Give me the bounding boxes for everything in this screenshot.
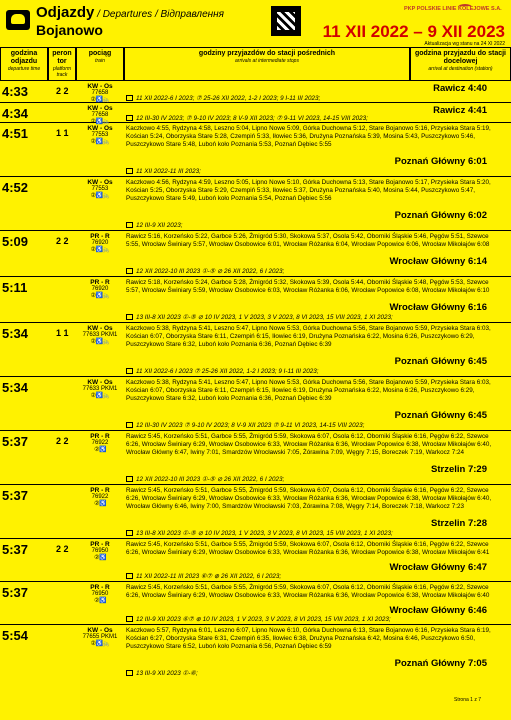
intermediate-stops: Kaczkowo 4:56, Rydzyna 4:59, Leszno 5:05, Lipno Nowe 5:10, Górka Duchowna 5:13, Stare Bojanowo 5:17, Przysieka Stara 5:20, Kościan 5:25, Oborzyska Stare 5:29, Czempiń 5:33, Iłowiec 5:37, Drużyna Poznańska 5:40, Mosina 5:44, Puszczykowo 5:47, Puszczykowo Stare 5:49, Luboń koło Poznania 5:54, Poznań Dębiec 5:56 bbox=[126, 179, 491, 202]
train-amenity-icons: ②♿🚲 bbox=[90, 119, 110, 125]
row-notes-text: 13 III-9 XII 2023 ①-⑥; bbox=[136, 670, 198, 677]
track-number: 1 1 bbox=[56, 128, 69, 138]
departure-row[interactable] bbox=[0, 177, 511, 231]
departure-row[interactable] bbox=[0, 582, 511, 625]
train-info bbox=[78, 541, 122, 562]
station-name: Bojanowo bbox=[36, 22, 103, 38]
train-amenity-icons: ②♿ bbox=[94, 447, 106, 453]
page-number: Strona 1 z 7 bbox=[454, 697, 481, 703]
track-number: 2 2 bbox=[56, 544, 69, 554]
train-category: KW - Os bbox=[87, 379, 113, 386]
validity-period: 11 XII 2022 – 9 XII 2023 bbox=[322, 22, 505, 41]
train-category: KW - Os bbox=[87, 125, 113, 132]
train-info bbox=[78, 627, 122, 648]
train-info bbox=[78, 279, 122, 300]
departure-row[interactable] bbox=[0, 539, 511, 582]
calendar-icon bbox=[126, 530, 133, 536]
train-info bbox=[78, 125, 122, 146]
column-track-label-en: platform track bbox=[52, 66, 72, 78]
departure-row[interactable] bbox=[0, 485, 511, 539]
track-number: 2 2 bbox=[56, 436, 69, 446]
page-title bbox=[36, 4, 224, 21]
train-category: KW - Os bbox=[87, 325, 113, 332]
brand-name: PKP POLSKIE LINIE KOLEJOWE S.A. bbox=[404, 6, 502, 12]
departure-time: 5:37 bbox=[2, 542, 29, 557]
destination: Strzelin 7:28 bbox=[431, 518, 487, 529]
destination: Poznań Główny 6:45 bbox=[394, 410, 487, 421]
intermediate-stops: Kaczkowo 4:55, Rydzyna 4:58, Leszno 5:04, Lipno Nowe 5:09, Górka Duchowna 5:12, Stare Bojanowo 5:16, Przysieka Stara 5:19, Kościan 5:24, Oborzyska Stare 5:28, Czempiń 5:33, Iłowiec 5:36, Drużyna Poznańska 5:39, Mosina 5:43, Puszczykowo 5:46, Puszczykowo Stare 5:48, Luboń koło Poznania 5:53, Poznań Dębiec 5:55 bbox=[126, 125, 491, 148]
train-amenity-icons: ②♿🚲 bbox=[90, 247, 110, 253]
calendar-icon bbox=[126, 314, 133, 320]
track-number: 2 2 bbox=[56, 236, 69, 246]
calendar-icon bbox=[126, 616, 133, 622]
train-category: KW - Os bbox=[87, 105, 113, 112]
intermediate-stops: Rawicz 5:16, Korzeńsko 5:22, Garbce 5:26, Żmigród 5:30, Skokowa 5:37, Osola 5:42, Oborniki Śląskie 5:46, Pęgów 5:51, Szewce 5:55, Wrocław Świniary 5:57, Wrocław Osobowice 6:01, Wrocław Różanka 6:04, Wrocław Popowice 6:06, Wrocław Mikołajów 6:08 bbox=[126, 233, 490, 248]
row-notes bbox=[126, 573, 281, 580]
train-icon bbox=[6, 10, 30, 30]
column-header-train bbox=[76, 47, 124, 81]
departure-time: 4:33 bbox=[2, 84, 29, 99]
column-time-label-en: departure time bbox=[7, 66, 41, 72]
departure-time: 5:11 bbox=[2, 280, 28, 295]
destination: Poznań Główny 6:01 bbox=[394, 156, 487, 167]
train-category: PR - R bbox=[90, 433, 110, 440]
train-amenity-icons: ②♿🚲 bbox=[90, 293, 110, 299]
row-notes bbox=[126, 476, 284, 483]
row-notes-text: 11 XII 2022-11 III 2023; bbox=[136, 168, 201, 175]
row-notes-text: 11 XII 2022-6 I 2023; ⑦ 25-26 XII 2022, 1-2 I 2023; 9 I-11 III 2023; bbox=[136, 95, 321, 102]
train-number: 77553 bbox=[91, 186, 109, 192]
departure-time: 5:37 bbox=[2, 488, 29, 503]
intermediate-stops: Kaczkowo 5:38, Rydzyna 5:41, Leszno 5:47, Lipno Nowe 5:53, Górka Duchowna 5:56, Stare Bojanowo 5:59, Przysieka Stara 6:03, Kościan 6:07, Oborzyska Stare 6:11, Czempiń 6:15, Iłowiec 6:19, Drużyna Poznańska 6:22, Mosina 6:26, Puszczykowo 6:29, Puszczykowo Stare 6:32, Luboń koło Poznania 6:36, Poznań Dębiec 6:39 bbox=[126, 325, 491, 348]
column-train-label-en: train bbox=[95, 58, 105, 64]
departure-row[interactable] bbox=[0, 123, 511, 177]
train-number: 77633 PKM1 bbox=[82, 332, 118, 338]
train-info bbox=[78, 325, 122, 346]
column-dest-label: godzina przyjazdu do stacji docelowej bbox=[414, 50, 506, 65]
row-notes bbox=[126, 168, 201, 175]
row-notes-text: 11 XII 2022-6 I 2023 ⑦ 25-26 XII 2022, 1-2 I 2023; 9 I-11 III 2023; bbox=[136, 368, 319, 375]
calendar-icon bbox=[126, 368, 133, 374]
train-category: PR - R bbox=[90, 279, 110, 286]
calendar-icon bbox=[126, 115, 133, 121]
departure-row[interactable] bbox=[0, 625, 511, 680]
departure-time: 4:51 bbox=[2, 126, 29, 141]
calendar-icon bbox=[126, 168, 133, 174]
row-notes bbox=[126, 670, 198, 677]
train-category: PR - R bbox=[90, 487, 110, 494]
train-amenity-icons: ②♿ bbox=[94, 555, 106, 561]
column-header-time bbox=[0, 47, 48, 81]
column-header-track bbox=[48, 47, 76, 81]
row-notes-text: 12 III-30 IV 2023; ⑦ 9-10 IV 2023; 8 V-9 XII 2023; ⑦ 9-11 VI 2023, 14-15 VIII 2023; bbox=[136, 115, 368, 122]
train-category: PR - R bbox=[90, 233, 110, 240]
train-amenity-icons: ②♿ bbox=[94, 501, 106, 507]
train-info bbox=[78, 584, 122, 605]
departure-row[interactable] bbox=[0, 277, 511, 323]
row-notes-text: 12 III-9 XII 2023; bbox=[136, 222, 183, 229]
train-category: PR - R bbox=[90, 584, 110, 591]
train-info bbox=[78, 179, 122, 200]
destination: Strzelin 7:29 bbox=[431, 464, 487, 475]
intermediate-stops: Rawicz 5:45, Korzeńsko 5:51, Garbce 5:55, Żmigród 5:59, Skokowa 6:07, Osola 6:12, Oborniki Śląskie 6:16, Pęgów 6:22, Szewce 6:26, Wrocław Świniary 6:29, Wrocław Osobowice 6:33, Wrocław Różanka 6:36, Wrocław Popowice 6:38, Wrocław Mikołajów 6:40, Wrocław Główny 6:46, Iwiny 7:00, Smardzów Wrocławski 7:03, Żórawina 7:08, Węgry 7:14, Boreczek 7:18, Warkocz 7:23 bbox=[126, 487, 492, 510]
departure-time: 4:52 bbox=[2, 180, 29, 195]
departure-row[interactable] bbox=[0, 81, 511, 103]
departure-row[interactable] bbox=[0, 377, 511, 431]
column-header-stops bbox=[124, 47, 410, 81]
train-amenity-icons: ②♿🚲 bbox=[90, 393, 110, 399]
train-number: 76920 bbox=[91, 286, 109, 292]
departure-time: 5:09 bbox=[2, 234, 29, 249]
destination: Poznań Główny 6:02 bbox=[394, 210, 487, 221]
train-info bbox=[78, 487, 122, 508]
departure-row[interactable] bbox=[0, 103, 511, 123]
departure-time: 5:54 bbox=[2, 628, 29, 643]
train-number: 76920 bbox=[91, 240, 109, 246]
train-number: 77553 bbox=[91, 132, 109, 138]
train-number: 77655 PKM1 bbox=[82, 634, 118, 640]
row-notes bbox=[126, 530, 393, 537]
row-notes bbox=[126, 268, 284, 275]
train-category: KW - Os bbox=[87, 627, 113, 634]
train-category: KW - Os bbox=[87, 179, 113, 186]
train-number: 76950 bbox=[91, 591, 109, 597]
intermediate-stops: Rawicz 5:45, Korzeńsko 5:51, Garbce 5:55, Żmigród 5:59, Skokowa 6:07, Osola 6:12, Oborniki Śląskie 6:16, Pęgów 6:22, Szewce 6:26, Wrocław Świniary 6:29, Wrocław Osobowice 6:33, Wrocław Różanka 6:36, Wrocław Popowice 6:38, Wrocław Mikołajów 6:41 bbox=[126, 541, 490, 556]
row-notes-text: 12 III-30 IV 2023 ⑦ 9-10 IV 2023; 8 V-9 XII 2023 ⑦ 9-11 VI 2023, 14-15 VIII 2023; bbox=[136, 422, 365, 429]
track-number: 2 2 bbox=[56, 86, 69, 96]
row-notes bbox=[126, 616, 391, 623]
title-main: Odjazdy bbox=[36, 4, 95, 21]
train-info bbox=[78, 233, 122, 254]
intermediate-stops: Kaczkowo 5:38, Rydzyna 5:41, Leszno 5:47, Lipno Nowe 5:53, Górka Duchowna 5:56, Stare Bojanowo 5:59, Przysieka Stara 6:03, Kościan 6:07, Oborzyska Stare 6:11, Czempiń 6:15, Iłowiec 6:19, Drużyna Poznańska 6:22, Mosina 6:26, Puszczykowo 6:29, Puszczykowo Stare 6:32, Luboń koło Poznania 6:36, Poznań Dębiec 6:39 bbox=[126, 379, 491, 402]
departure-time: 5:34 bbox=[2, 326, 29, 341]
row-notes-text: 11 XII 2022-11 III 2023 ⑥⑦ ⊕ 26 XII 2022, 6 I 2023; bbox=[136, 573, 282, 580]
train-amenity-icons: ②♿🚲 bbox=[90, 193, 110, 199]
departures-table bbox=[0, 81, 511, 680]
train-category: PR - R bbox=[90, 541, 110, 548]
row-notes bbox=[126, 314, 393, 321]
row-notes bbox=[126, 222, 183, 229]
train-info bbox=[78, 83, 122, 104]
intermediate-stops: Kaczkowo 5:57, Rydzyna 6:01, Leszno 6:07, Lipno Nowe 6:10, Górka Duchowna 6:13, Stare Bojanowo 6:16, Przysieka Stara 6:19, Kościan 6:27, Oborzyska Stare 6:31, Czempiń 6:35, Iłowiec 6:38, Drużyna Poznańska 6:42, Mosina 6:46, Puszczykowo 6:50, Puszczykowo Stare 6:52, Luboń koło Poznania 6:56, Poznań Dębiec 6:59 bbox=[126, 627, 491, 650]
title-subtitle: / Departures / Відправлення bbox=[94, 9, 224, 20]
train-number: 76950 bbox=[91, 548, 109, 554]
train-amenity-icons: ②♿🚲 bbox=[90, 339, 110, 345]
train-amenity-icons: ②♿🚲 bbox=[90, 97, 110, 103]
calendar-icon bbox=[126, 670, 133, 676]
calendar-icon bbox=[126, 573, 133, 579]
departure-time: 5:37 bbox=[2, 585, 29, 600]
row-notes bbox=[126, 95, 320, 102]
intermediate-stops: Rawicz 5:45, Korzeńsko 5:51, Garbce 5:55, Żmigród 5:59, Skokowa 6:07, Osola 6:12, Oborniki Śląskie 6:16, Pęgów 6:22, Szewce 6:26, Wrocław Świniary 6:29, Wrocław Osobowice 6:33, Wrocław Różanka 6:36, Wrocław Popowice 6:38, Wrocław Mikołajów 6:40, Wrocław Główny 6:47, Iwiny 7:01, Smardzów Wrocławski 7:05, Żórawina 7:09, Węgry 7:15, Boreczek 7:19, Warkocz 7:24 bbox=[126, 433, 492, 456]
train-info bbox=[78, 433, 122, 454]
train-number: 77633 PKM1 bbox=[82, 386, 118, 392]
row-notes bbox=[126, 368, 319, 375]
column-header-destination bbox=[410, 47, 511, 81]
train-amenity-icons: ②♿🚲 bbox=[90, 641, 110, 647]
column-stops-label-en: arrivals at intermediate stops bbox=[235, 58, 299, 64]
departure-row[interactable] bbox=[0, 431, 511, 485]
track-number: 1 1 bbox=[56, 328, 69, 338]
column-train-label: pociąg bbox=[88, 50, 112, 57]
qr-code-icon[interactable] bbox=[271, 6, 301, 36]
update-note: Aktualizacja wg stanu na 24 XI 2022 bbox=[424, 41, 505, 47]
departure-time: 5:37 bbox=[2, 434, 29, 449]
destination: Poznań Główny 6:45 bbox=[394, 356, 487, 367]
calendar-icon bbox=[126, 268, 133, 274]
departure-row[interactable] bbox=[0, 323, 511, 377]
intermediate-stops: Rawicz 5:45, Korzeńsko 5:51, Garbce 5:55, Żmigród 5:59, Skokowa 6:07, Osola 6:12, Oborniki Śląskie 6:16, Pęgów 6:22, Szewce 6:26, Wrocław Świniary 6:29, Wrocław Osobowice 6:33, Wrocław Różanka 6:36, Wrocław Popowice 6:38, Wrocław Mikołajów 6:40 bbox=[126, 584, 490, 599]
column-dest-label-en: arrival at destination (station) bbox=[428, 66, 493, 72]
train-info bbox=[78, 379, 122, 400]
destination: Rawicz 4:40 bbox=[433, 83, 487, 94]
column-time-label: godzina odjazdu bbox=[10, 50, 38, 65]
train-number: 77658 bbox=[91, 90, 109, 96]
row-notes-text: 12 XII 2022-10 III 2023 ①-⑤ ⊘ 26 XII 2022, 6 I 2023; bbox=[136, 268, 285, 275]
destination: Rawicz 4:41 bbox=[433, 105, 487, 116]
departure-time: 5:34 bbox=[2, 380, 29, 395]
train-amenity-icons: ②♿ bbox=[94, 598, 106, 604]
calendar-icon bbox=[126, 476, 133, 482]
calendar-icon bbox=[126, 95, 133, 101]
destination: Wrocław Główny 6:16 bbox=[389, 302, 487, 313]
row-notes bbox=[126, 115, 368, 122]
column-track-label: peron tor bbox=[52, 50, 72, 65]
departure-time: 4:34 bbox=[2, 106, 29, 121]
intermediate-stops: Rawicz 5:18, Korzeńsko 5:24, Garbce 5:28, Żmigród 5:32, Skokowa 5:39, Osola 5:44, Oborniki Śląskie 5:48, Pęgów 5:53, Szewce 5:57, Wrocław Świniary 5:59, Wrocław Osobowice 6:03, Wrocław Różanka 6:06, Wrocław Popowice 6:08, Wrocław Mikołajów 6:10 bbox=[126, 279, 490, 294]
destination: Poznań Główny 7:05 bbox=[394, 658, 487, 669]
departure-row[interactable] bbox=[0, 231, 511, 277]
row-notes-text: 12 XII 2022-10 III 2023 ①-⑤ ⊘ 26 XII 2022, 6 I 2023; bbox=[136, 476, 285, 483]
row-notes-text: 13 III-8 XII 2023 ①-⑤ ⊘ 10 IV 2023, 1 V 2023, 3 V 2023, 8 VI 2023, 15 VIII 2023, 1 XI 2023; bbox=[136, 530, 393, 537]
train-number: 77658 bbox=[91, 112, 109, 118]
row-notes-text: 12 III-9 XII 2023 ⑥⑦ ⊕ 10 IV 2023, 1 V 2023, 3 V 2023, 8 VI 2023, 15 VIII 2023, 1 XI 2023; bbox=[136, 616, 391, 623]
destination: Wrocław Główny 6:14 bbox=[389, 256, 487, 267]
row-notes-text: 13 III-8 XII 2023 ①-⑤ ⊘ 10 IV 2023, 1 V 2023, 3 V 2023, 8 VI 2023, 15 VIII 2023, 1 XI 2023; bbox=[136, 314, 393, 321]
calendar-icon bbox=[126, 422, 133, 428]
calendar-icon bbox=[126, 222, 133, 228]
train-category: KW - Os bbox=[87, 83, 113, 90]
header bbox=[0, 0, 511, 48]
train-number: 76922 bbox=[91, 494, 109, 500]
train-number: 76922 bbox=[91, 440, 109, 446]
column-stops-label: godziny przyjazdów do stacji pośrednich bbox=[198, 50, 336, 57]
destination: Wrocław Główny 6:47 bbox=[389, 562, 487, 573]
row-notes bbox=[126, 422, 364, 429]
train-amenity-icons: ②♿🚲 bbox=[90, 139, 110, 145]
destination: Wrocław Główny 6:46 bbox=[389, 605, 487, 616]
